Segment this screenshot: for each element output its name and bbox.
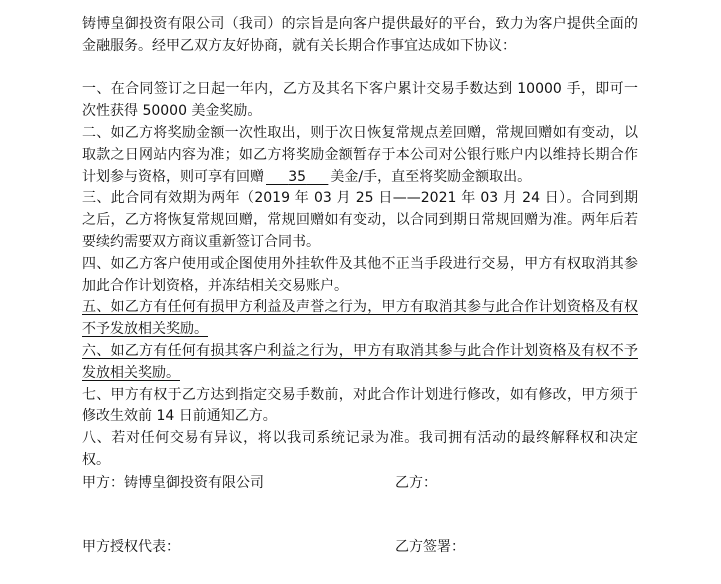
clause-2-text-before: 二、如乙方将奖励金额一次性取出，则于次日恢复常规点差回赠，常规回赠如有变动，以取款之日网站内容为准；如乙方将奖励金额暂存于本公司对公银行账户内以维持长期合作计划参与资格，则可享有回赠: [82, 124, 638, 185]
clause-2: [82, 123, 638, 188]
clause-3: 三、此合同有效期为两年（2019 年 03 月 25 日——2021 年 03 月 24 日）。合同到期之后，乙方将恢复常规回赠，常规回赠如有变动，以合同到期日常规回赠为准。两年后若要续约需要双方商议重新签订合同书。: [82, 190, 638, 250]
party-b-label: 乙方：: [395, 475, 437, 491]
clause-2-text-after: 美金/手，直至将奖励金额取出。: [330, 168, 532, 185]
intro-paragraph: 铸博皇御投资有限公司（我司）的宗旨是向客户提供最好的平台，致力为客户提供全面的金融服务。经甲乙双方友好协商，就有关长期合作事宜达成如下协议：: [82, 16, 638, 54]
rebate-amount-blank: [264, 167, 330, 189]
agreement-body: [82, 14, 638, 472]
paragraph-gap: [82, 58, 638, 80]
clause-8: 八、若对任何交易有异议，将以我司系统记录为准。我司拥有活动的最终解释权和决定权。: [82, 430, 638, 468]
party-a-label: 甲方：铸博皇御投资有限公司: [82, 475, 264, 491]
clause-4: 四、如乙方客户使用或企图使用外挂软件及其他不正当手段进行交易，甲方有权取消其参加此合作计划资格，并冻结相关交易账户。: [82, 255, 638, 294]
rebate-amount: 35: [288, 168, 307, 185]
clause-5: 五、如乙方有任何有损甲方利益及声誉之行为，甲方有取消其参与此合作计划资格及有权不予发放相关奖励。: [82, 299, 638, 338]
clause-1: 一、在合同签订之日起一年内，乙方及其名下客户累计交易手数达到 10000 手，即可一次性获得 50000 美金奖励。: [82, 81, 638, 120]
clause-7: 七、甲方有权于乙方达到指定交易手数前，对此合作计划进行修改，如有修改，甲方须于修改生效前 14 日前通知乙方。: [82, 386, 638, 425]
clause-6: 六、如乙方有任何有损其客户利益之行为，甲方有取消其参与此合作计划资格及有权不予发放相关奖励。: [82, 342, 638, 381]
party-a-representative-label: 甲方授权代表：: [82, 539, 180, 555]
party-b-signature-label: 乙方签署：: [395, 539, 465, 555]
